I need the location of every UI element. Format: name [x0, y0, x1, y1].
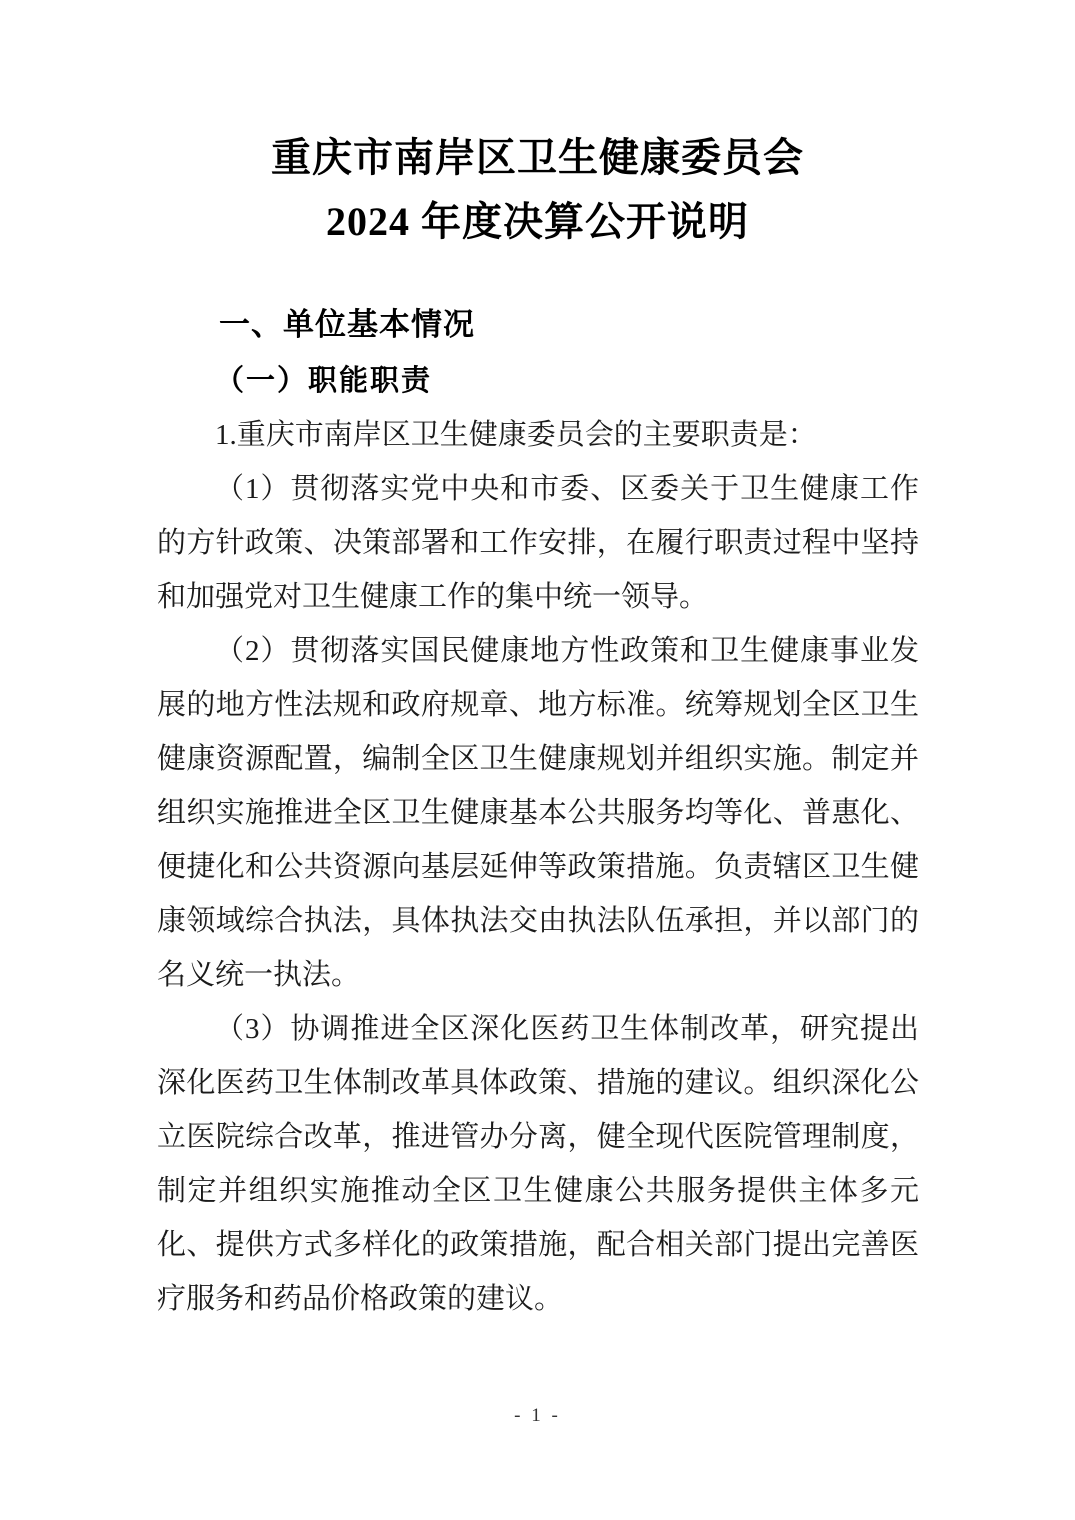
- paragraph-line: 组织实施推进全区卫生健康基本公共服务均等化、普惠化、: [157, 797, 919, 829]
- section-heading: 一、单位基本情况: [219, 307, 475, 342]
- paragraph: [157, 462, 919, 624]
- paragraph: [157, 624, 919, 1002]
- paragraph-line: （1）贯彻落实党中央和市委、区委关于卫生健康工作: [215, 473, 919, 505]
- document-title-line-2: 2024 年度决算公开说明: [326, 199, 749, 244]
- paragraph-container: [157, 408, 919, 1326]
- paragraph-line: 立医院综合改革，推进管办分离，健全现代医院管理制度，: [157, 1121, 919, 1153]
- paragraph-line: 制定并组织实施推动全区卫生健康公共服务提供主体多元: [157, 1175, 919, 1207]
- document-content: [0, 304, 1075, 1326]
- paragraph-line: 深化医药卫生体制改革具体政策、措施的建议。组织深化公: [157, 1067, 919, 1099]
- paragraph-line: 疗服务和药品价格政策的建议。: [157, 1283, 564, 1315]
- document-title-line-1: 重庆市南岸区卫生健康委员会: [271, 135, 804, 180]
- document-title-block: [0, 0, 1075, 254]
- paragraph-line: 的方针政策、决策部署和工作安排，在履行职责过程中坚持: [157, 527, 919, 559]
- paragraph-line: （2）贯彻落实国民健康地方性政策和卫生健康事业发: [215, 635, 919, 667]
- paragraph-line: 展的地方性法规和政府规章、地方标准。统筹规划全区卫生: [157, 689, 919, 721]
- paragraph-line: 便捷化和公共资源向基层延伸等政策措施。负责辖区卫生健: [157, 851, 919, 883]
- paragraph-line: 1.重庆市南岸区卫生健康委员会的主要职责是：: [215, 419, 817, 451]
- paragraph: [157, 408, 919, 462]
- paragraph-line: 健康资源配置，编制全区卫生健康规划并组织实施。制定并: [157, 743, 919, 775]
- paragraph-line: （3）协调推进全区深化医药卫生体制改革，研究提出: [215, 1013, 919, 1045]
- paragraph-line: 和加强党对卫生健康工作的集中统一领导。: [157, 581, 709, 613]
- page-number: - 1 -: [514, 1405, 561, 1426]
- paragraph: [157, 1002, 919, 1326]
- page-footer: [0, 1402, 1075, 1430]
- subsection-heading: （一）职能职责: [215, 365, 433, 397]
- paragraph-line: 名义统一执法。: [157, 959, 361, 991]
- paragraph-line: 康领域综合执法，具体执法交由执法队伍承担，并以部门的: [157, 905, 919, 937]
- paragraph-line: 化、提供方式多样化的政策措施，配合相关部门提出完善医: [157, 1229, 919, 1261]
